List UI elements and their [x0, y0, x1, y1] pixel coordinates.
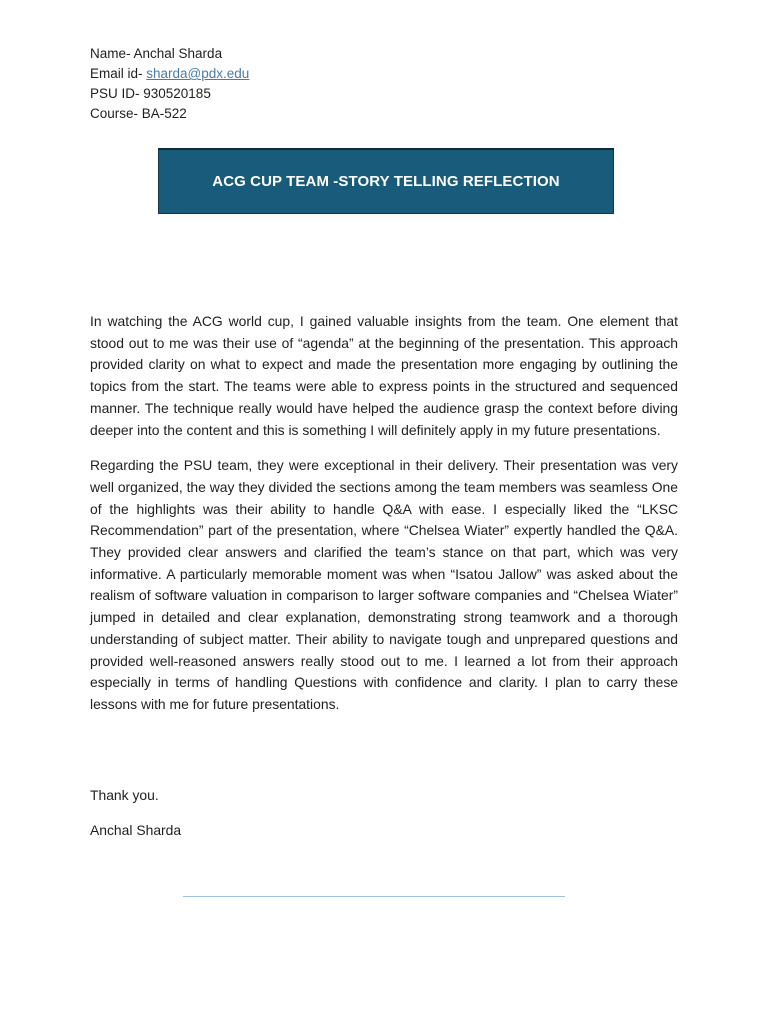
closing-block	[90, 785, 181, 854]
paragraph-agenda: In watching the ACG world cup, I gained valuable insights from the team. One element that stood out to me was their use of “agenda” at the beginning of the presentation. This approach provided clarity on what to expect and made the presentation more engaging by outlining the topics from the start. The teams were able to express points in the structured and sequenced manner. The technique really would have helped the audience grasp the context before diving deeper into the content and this is something I will definitely apply in my future presentations.	[90, 313, 678, 438]
paragraph-psu-team: Regarding the PSU team, they were exceptional in their delivery. Their presentation was very well organized, the way they divided the sections among the team members was seamless One of the highlights was their ability to handle Q&A with ease. I especially liked the “LKSC Recommendation” part of the presentation, where “Chelsea Wiater” expertly handled the Q&A. They provided clear answers and clarified the team’s stance on that part, which was very informative. A particularly memorable moment was when “Isatou Jallow” was asked about the realism of software valuation in comparison to larger software companies and “Chelsea Wiater” jumped in detailed and clear explanation, demonstrating strong teamwork and a thorough understanding of subject matter. Their ability to navigate tough and unprepared questions and provided well-reasoned answers really stood out to me. I learned a lot from their approach especially in terms of handling Questions with confidence and clarity. I plan to carry these lessons with me for future presentations.	[90, 457, 678, 712]
email-line	[90, 64, 249, 84]
student-name-line: Name- Anchal Sharda	[90, 46, 223, 61]
document-title: ACG CUP TEAM -STORY TELLING REFLECTION	[212, 173, 560, 190]
signature: Anchal Sharda	[90, 821, 182, 838]
psu-id-line: PSU ID- 930520185	[90, 86, 211, 101]
course-line: Course- BA-522	[90, 106, 187, 121]
title-banner	[158, 148, 614, 214]
reflection-body	[90, 311, 678, 730]
footer-divider	[183, 896, 565, 897]
closing-thanks: Thank you.	[90, 787, 159, 803]
email-label: Email id-	[90, 66, 147, 81]
student-info-header	[90, 44, 249, 124]
email-link[interactable]: sharda@pdx.edu	[146, 66, 250, 81]
